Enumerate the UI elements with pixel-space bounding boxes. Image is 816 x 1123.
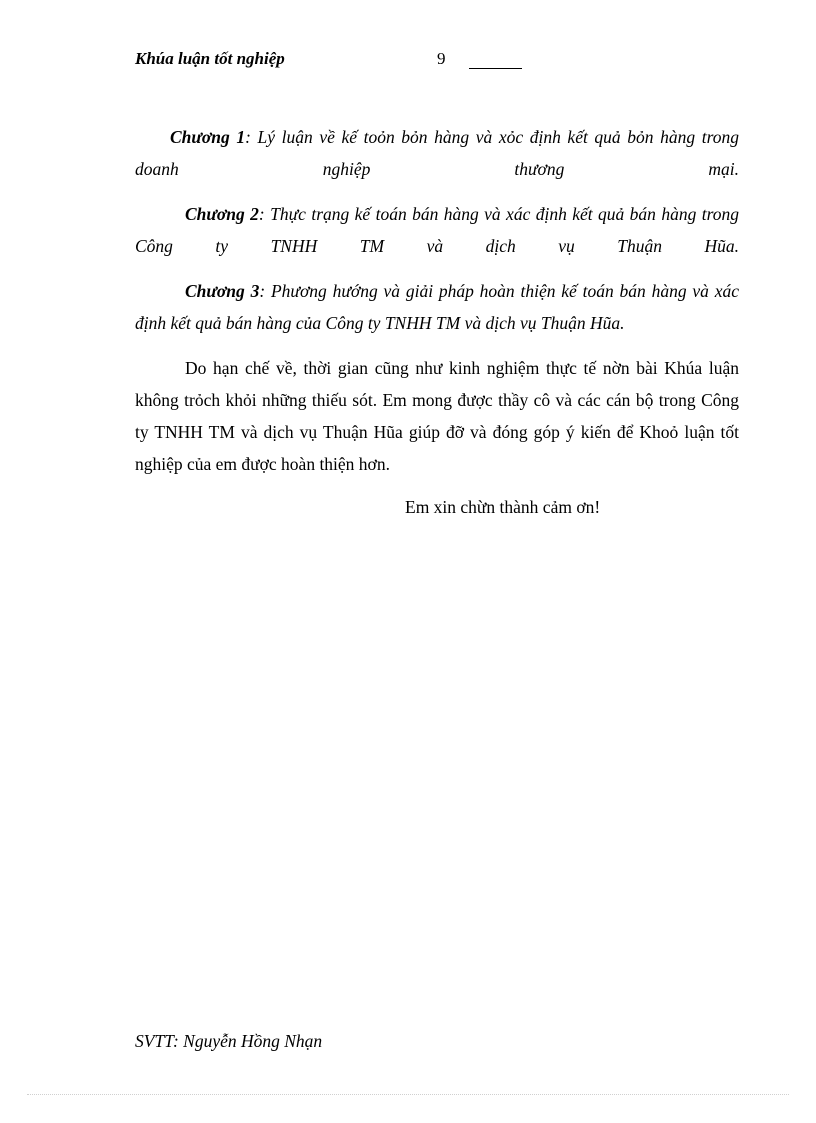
closing-thanks: Em xin chừn thành cảm ơn! [405,497,601,517]
chapter-3-paragraph [135,275,739,339]
page-number: 9 [437,49,446,68]
chapter-1-label: Chương 1 [170,127,246,147]
body-paragraph: Do hạn chế về, thời gian cũng như kinh nghiệm thực tế nờn bài Khúa luận không trỏch khỏi những thiếu sót. Em mong được thầy cô và các cán bộ trong Công ty TNHH TM và dịch vụ Thuận Hũa giúp đỡ và đóng góp ý kiến để Khoỏ luận tốt nghiệp của em được hoàn thiện hơn. [135,358,739,474]
document-title: Khúa luận tốt nghiệp [135,49,285,68]
footer-author: SVTT: Nguyễn Hồng Nhạn [135,1031,323,1051]
page-bottom-rule [27,1094,789,1095]
chapter-2-label: Chương 2 [185,204,259,224]
header-rule [469,68,522,69]
chapter-3-text: : Phương hướng và giải pháp hoàn thiện kế toán bán hàng và xác định kết quả bán hàng của Công ty TNHH TM và dịch vụ Thuận Hũa. [135,281,740,333]
chapter-3-label: Chương 3 [185,281,260,301]
chapter-1-text: : Lý luận về kế toỏn bỏn hàng và xỏc định kết quả bỏn hàng trong doanh nghiệp thương mại. [135,127,739,179]
chapter-1-paragraph [135,121,739,185]
chapter-2-paragraph [135,198,739,262]
chapter-2-text: : Thực trạng kế toán bán hàng và xác định kết quả bán hàng trong Công ty TNHH TM và dịch vụ Thuận Hũa. [135,204,740,256]
